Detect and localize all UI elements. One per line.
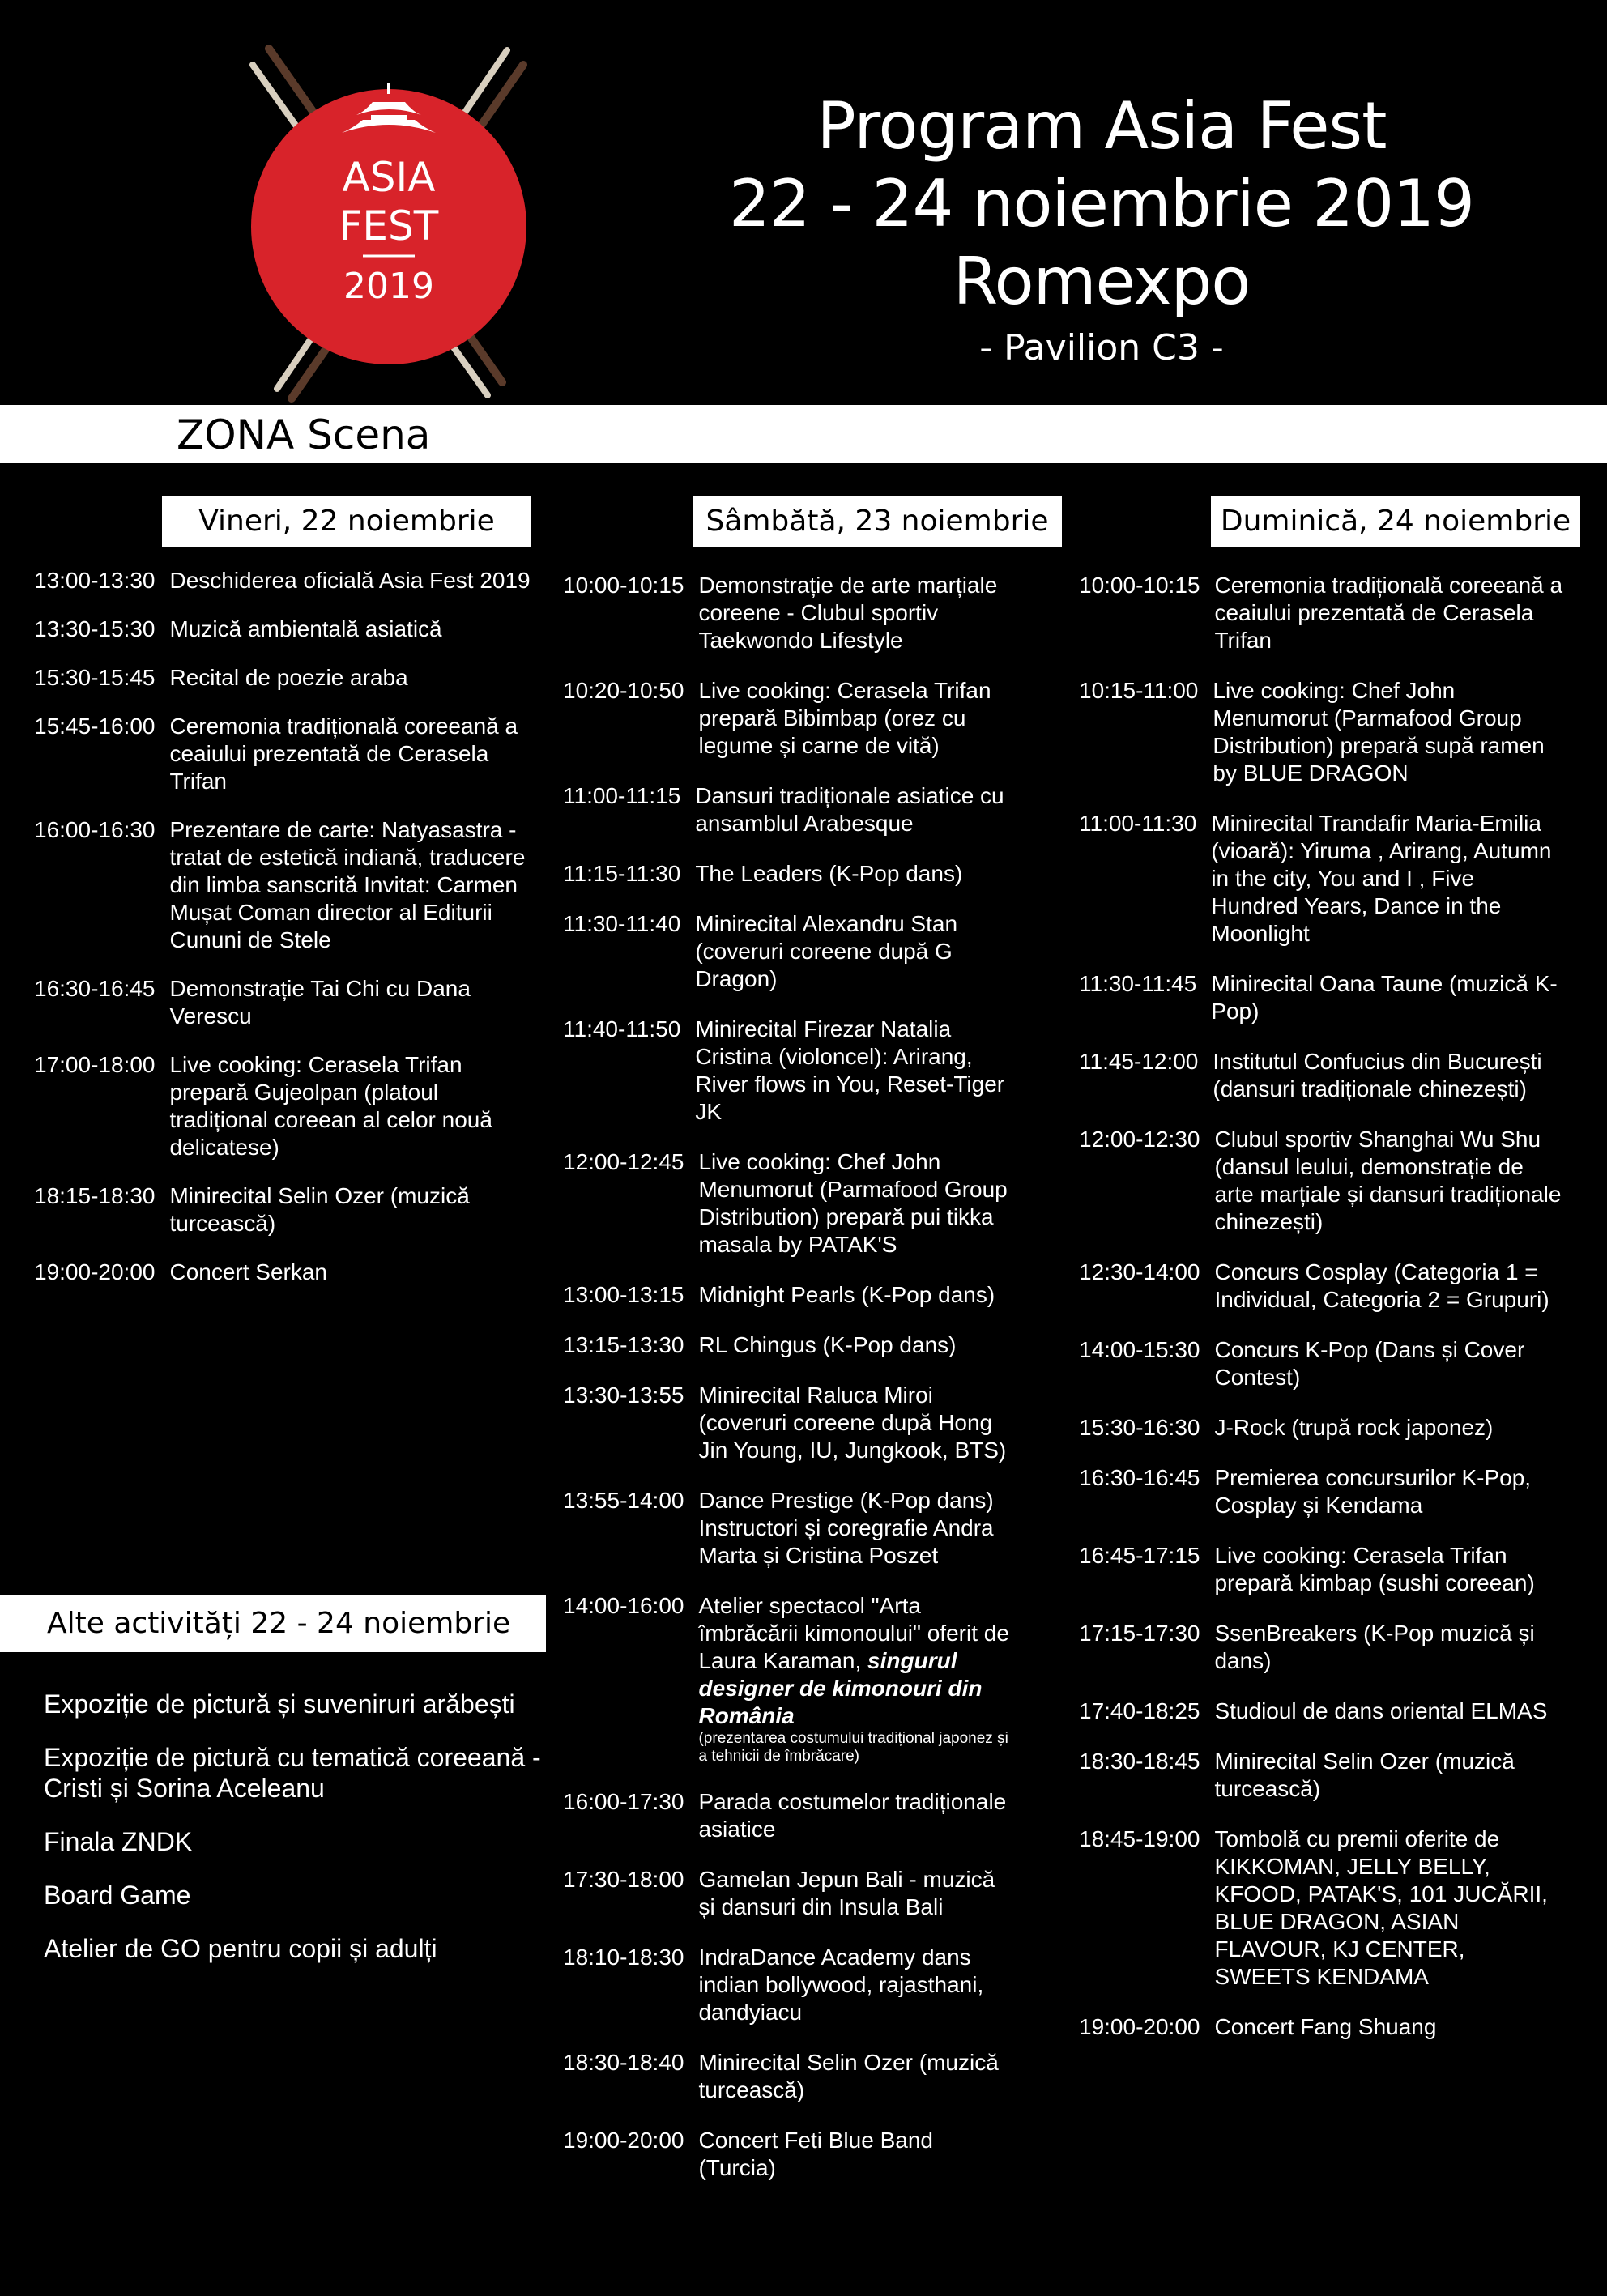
event-description xyxy=(1198,1048,1565,1103)
other-activity-item: Expoziție de pictură cu tematică coreeană - Cristi și Sorina Aceleanu xyxy=(44,1743,541,1803)
schedule-row xyxy=(1079,970,1565,1025)
event-time: 10:00-10:15 xyxy=(1079,573,1200,598)
schedule-row xyxy=(1079,1825,1565,1991)
event-description xyxy=(680,782,1017,837)
other-activities-header xyxy=(0,1595,546,1652)
event-text: IndraDance Academy dans indian bollywood, rajasthani, dandyiacu xyxy=(698,1945,984,2025)
event-text: Demonstrație Tai Chi cu Dana Verescu xyxy=(169,976,471,1029)
schedule-row xyxy=(34,816,536,954)
event-time: 12:30-14:00 xyxy=(1079,1259,1200,1284)
event-description xyxy=(680,860,1017,888)
event-description xyxy=(1200,1620,1565,1675)
event-time: 14:00-15:30 xyxy=(1079,1337,1200,1362)
schedule-row xyxy=(563,1331,1017,1359)
event-time: 11:40-11:50 xyxy=(563,1016,681,1042)
event-text: Minirecital Trandafir Maria-Emilia (vioară): Yiruma , Arirang, Autumn in the city, You and I , Five Hundred Years, Dance in the Moonlight xyxy=(1211,811,1552,946)
event-description xyxy=(155,664,536,692)
event-description xyxy=(684,1148,1017,1259)
schedule-row xyxy=(1079,1620,1565,1675)
event-text: Muzică ambientală asiatică xyxy=(169,616,442,641)
event-text: Premierea concursurilor K-Pop, Cosplay și Kendama xyxy=(1214,1465,1532,1518)
event-note: (prezentarea costumului tradițional japonez și a tehnicii de îmbrăcare) xyxy=(698,1730,1008,1765)
event-description xyxy=(684,572,1017,654)
event-text: Live cooking: Chef John Menumorut (Parmafood Group Distribution) prepară supă ramen by BLUE DRAGON xyxy=(1213,678,1545,786)
schedule-row xyxy=(1079,810,1565,948)
event-description xyxy=(1200,2013,1565,2041)
event-description xyxy=(155,1051,536,1161)
event-time: 11:00-11:30 xyxy=(1079,811,1197,836)
event-description xyxy=(1200,1464,1565,1519)
event-text: SsenBreakers (K-Pop muzică și dans) xyxy=(1214,1621,1535,1673)
event-text: J-Rock (trupă rock japonez) xyxy=(1214,1415,1494,1440)
event-text: Live cooking: Cerasela Trifan prepară Bibimbap (orez cu legume și carne de vită) xyxy=(698,678,991,758)
event-time: 12:00-12:45 xyxy=(563,1149,684,1174)
day-header-saturday: Sâmbătă, 23 noiembrie xyxy=(693,496,1062,547)
event-time: 11:30-11:40 xyxy=(563,911,681,936)
event-text: The Leaders (K-Pop dans) xyxy=(695,861,963,886)
event-text: Concurs Cosplay (Categoria 1 = Individual, Categoria 2 = Grupuri) xyxy=(1214,1259,1549,1312)
event-text: Dance Prestige (K-Pop dans) Instructori și coregrafie Andra Marta și Cristina Poszet xyxy=(698,1488,994,1568)
schedule-row xyxy=(563,1592,1017,1766)
event-time: 18:45-19:00 xyxy=(1079,1826,1200,1851)
event-text: Live cooking: Cerasela Trifan prepară kimbap (sushi coreean) xyxy=(1214,1543,1535,1595)
day-header-friday: Vineri, 22 noiembrie xyxy=(162,496,531,547)
event-text: Studioul de dans oriental ELMAS xyxy=(1214,1698,1548,1723)
event-time: 11:15-11:30 xyxy=(563,861,681,886)
event-description xyxy=(1196,970,1565,1025)
event-time: 13:30-13:55 xyxy=(563,1382,684,1408)
event-time: 18:10-18:30 xyxy=(563,1945,684,1970)
event-time: 18:30-18:45 xyxy=(1079,1749,1200,1774)
event-description xyxy=(684,2049,1017,2104)
event-text: Recital de poezie araba xyxy=(169,665,408,690)
event-time: 11:00-11:15 xyxy=(563,783,681,808)
schedule-row xyxy=(563,1944,1017,2026)
event-time: 11:30-11:45 xyxy=(1079,971,1197,996)
event-time: 10:00-10:15 xyxy=(563,573,684,598)
schedule-row xyxy=(563,860,1017,888)
event-time: 16:30-16:45 xyxy=(1079,1465,1200,1490)
event-description xyxy=(684,1944,1017,2026)
event-text: Minirecital Oana Taune (muzică K-Pop) xyxy=(1211,971,1558,1024)
event-description xyxy=(684,1866,1017,1921)
schedule-row xyxy=(563,1382,1017,1464)
event-text: Parada costumelor tradiționale asiatice xyxy=(698,1789,1007,1842)
logo-line2: FEST xyxy=(339,202,439,249)
event-time: 17:40-18:25 xyxy=(1079,1698,1200,1723)
event-text: Dansuri tradiționale asiatice cu ansamblul Arabesque xyxy=(695,783,1004,836)
event-time: 19:00-20:00 xyxy=(1079,2014,1200,2039)
event-time: 13:00-13:30 xyxy=(34,568,156,593)
event-time: 13:15-13:30 xyxy=(563,1332,684,1357)
event-time: 10:20-10:50 xyxy=(563,678,684,703)
event-text: RL Chingus (K-Pop dans) xyxy=(698,1332,957,1357)
event-text: Minirecital Alexandru Stan (coveruri coreene după G Dragon) xyxy=(695,911,958,991)
event-text: Gamelan Jepun Bali - muzică și dansuri din Insula Bali xyxy=(698,1867,995,1919)
event-text: Minirecital Firezar Natalia Cristina (violoncel): Arirang, River flows in You, Reset-Tiger JK xyxy=(695,1016,1005,1124)
schedule-row xyxy=(34,567,536,594)
schedule-row xyxy=(563,2049,1017,2104)
event-text: Minirecital Raluca Miroi (coveruri coreene după Hong Jin Young, IU, Jungkook, BTS) xyxy=(698,1382,1007,1463)
other-activity-item: Expoziție de pictură și suveniruri arăbești xyxy=(44,1689,515,1719)
schedule-row xyxy=(1079,1259,1565,1314)
other-activity-item: Finala ZNDK xyxy=(44,1827,193,1856)
event-text: Deschiderea oficială Asia Fest 2019 xyxy=(169,568,531,593)
schedule-row xyxy=(1079,1748,1565,1803)
day-header-sunday: Duminică, 24 noiembrie xyxy=(1211,496,1580,547)
event-text: Atelier spectacol "Arta îmbrăcării kimonoului" oferit de Laura Karaman, xyxy=(698,1593,1009,1673)
asia-fest-logo xyxy=(235,32,543,405)
event-description xyxy=(1200,1259,1565,1314)
event-time: 15:45-16:00 xyxy=(34,714,156,739)
schedule-row xyxy=(34,616,536,643)
event-description xyxy=(684,1331,1017,1359)
event-description xyxy=(1196,810,1565,948)
schedule-row xyxy=(34,1182,536,1237)
schedule-row xyxy=(34,975,536,1030)
event-time: 11:45-12:00 xyxy=(1079,1049,1199,1074)
schedule-row xyxy=(563,1866,1017,1921)
event-description xyxy=(1200,1336,1565,1391)
schedule-friday xyxy=(34,567,536,1307)
event-description xyxy=(1200,1414,1565,1442)
event-description xyxy=(155,816,536,954)
event-text: Institutul Confucius din București (dansuri tradiționale chinezești) xyxy=(1213,1049,1542,1101)
schedule-row xyxy=(563,1281,1017,1309)
event-description xyxy=(1200,1748,1565,1803)
schedule-row xyxy=(1079,677,1565,787)
event-description xyxy=(1200,572,1565,654)
event-text: Prezentare de carte: Natyasastra - tratat de estetică indiană, traducere din limba sanscrită Invitat: Carmen Mușat Coman director al Editurii Cununi de Stele xyxy=(169,817,526,952)
event-title xyxy=(697,87,1507,373)
event-description xyxy=(1200,1542,1565,1597)
event-description xyxy=(155,567,536,594)
event-description xyxy=(684,1382,1017,1464)
event-text: Ceremonia tradițională coreeană a ceaiului prezentată de Cerasela Trifan xyxy=(1214,573,1563,653)
schedule-row xyxy=(34,664,536,692)
title-line-1: Program Asia Fest xyxy=(816,88,1387,164)
schedule-row xyxy=(1079,2013,1565,2041)
schedule-row xyxy=(1079,1414,1565,1442)
event-description xyxy=(1198,677,1565,787)
event-text: Midnight Pearls (K-Pop dans) xyxy=(698,1282,995,1307)
other-activity-item: Board Game xyxy=(44,1881,191,1910)
schedule-row xyxy=(34,1259,536,1286)
schedule-row xyxy=(563,910,1017,993)
logo-line1: ASIA xyxy=(342,154,436,201)
event-time: 18:15-18:30 xyxy=(34,1183,156,1208)
event-time: 18:30-18:40 xyxy=(563,2050,684,2075)
zone-banner xyxy=(0,405,1607,463)
event-description xyxy=(1200,1698,1565,1725)
schedule-saturday xyxy=(563,572,1017,2204)
event-time: 17:30-18:00 xyxy=(563,1867,684,1892)
event-description xyxy=(684,1281,1017,1309)
event-description xyxy=(684,1487,1017,1570)
event-text: Minirecital Selin Ozer (muzică turcească) xyxy=(169,1183,470,1236)
event-description xyxy=(1200,1126,1565,1236)
event-time: 13:00-13:15 xyxy=(563,1282,684,1307)
event-text: Tombolă cu premii oferite de KIKKOMAN, JELLY BELLY, KFOOD, PATAK'S, 101 JUCĂRII, BLUE DRAGON, ASIAN FLAVOUR, KJ CENTER, SWEETS KENDAMA xyxy=(1214,1826,1548,1989)
event-time: 17:00-18:00 xyxy=(34,1052,156,1077)
event-text: Ceremonia tradițională coreeană a ceaiului prezentată de Cerasela Trifan xyxy=(169,714,518,794)
event-description xyxy=(155,616,536,643)
event-description xyxy=(684,1592,1017,1766)
title-line-2: 22 - 24 noiembrie 2019 xyxy=(729,166,1474,241)
event-description xyxy=(684,677,1017,760)
schedule-sunday xyxy=(1079,572,1565,2064)
event-text: Demonstrație de arte marțiale coreene - Clubul sportiv Taekwondo Lifestyle xyxy=(698,573,998,653)
event-text: Minirecital Selin Ozer (muzică turcească) xyxy=(698,2050,999,2102)
event-time: 14:00-16:00 xyxy=(563,1593,684,1618)
schedule-row xyxy=(563,782,1017,837)
other-activity-item: Atelier de GO pentru copii și adulți xyxy=(44,1934,437,1963)
logo-year: 2019 xyxy=(343,266,434,307)
schedule-row xyxy=(1079,1048,1565,1103)
event-text: Minirecital Selin Ozer (muzică turcească) xyxy=(1214,1749,1515,1801)
event-text: Concert Serkan xyxy=(169,1259,328,1284)
event-time: 16:00-16:30 xyxy=(34,817,156,842)
event-text: Live cooking: Chef John Menumorut (Parmafood Group Distribution) prepară pui tikka masala by PATAK'S xyxy=(698,1149,1008,1257)
event-time: 17:15-17:30 xyxy=(1079,1621,1200,1646)
event-text: Concert Feti Blue Band (Turcia) xyxy=(698,2128,933,2180)
event-time: 16:30-16:45 xyxy=(34,976,156,1001)
event-time: 15:30-15:45 xyxy=(34,665,156,690)
event-emphasis: singurul designer de kimonouri din România xyxy=(698,1648,983,1728)
event-time: 16:00-17:30 xyxy=(563,1789,684,1814)
event-description xyxy=(155,1182,536,1237)
schedule-row xyxy=(563,677,1017,760)
schedule-row xyxy=(1079,1698,1565,1725)
event-description xyxy=(155,975,536,1030)
event-time: 13:55-14:00 xyxy=(563,1488,684,1513)
event-time: 19:00-20:00 xyxy=(34,1259,156,1284)
event-time: 12:00-12:30 xyxy=(1079,1127,1200,1152)
schedule-row xyxy=(563,1016,1017,1126)
event-description xyxy=(684,2127,1017,2182)
event-time: 10:15-11:00 xyxy=(1079,678,1199,703)
schedule-row xyxy=(1079,1542,1565,1597)
event-description xyxy=(680,1016,1017,1126)
event-text: Clubul sportiv Shanghai Wu Shu (dansul leului, demonstrație de arte marțiale și dansuri tradiționale chinezești) xyxy=(1214,1127,1562,1234)
zone-label: ZONA Scena xyxy=(177,411,431,458)
other-activities-list xyxy=(44,1689,562,1987)
schedule-row xyxy=(1079,572,1565,654)
schedule-row xyxy=(1079,1336,1565,1391)
schedule-row xyxy=(1079,1464,1565,1519)
event-time: 13:30-15:30 xyxy=(34,616,156,641)
event-description xyxy=(1200,1825,1565,1991)
pavilion-subtitle: - Pavilion C3 - xyxy=(979,327,1224,368)
event-time: 19:00-20:00 xyxy=(563,2128,684,2153)
event-time: 15:30-16:30 xyxy=(1079,1415,1200,1440)
schedule-row xyxy=(563,1148,1017,1259)
event-description xyxy=(684,1788,1017,1843)
event-text: Concurs K-Pop (Dans și Cover Contest) xyxy=(1214,1337,1525,1390)
title-line-3: Romexpo xyxy=(953,244,1251,319)
schedule-row xyxy=(563,1788,1017,1843)
schedule-row xyxy=(34,713,536,795)
event-time: 16:45-17:15 xyxy=(1079,1543,1200,1568)
event-description xyxy=(680,910,1017,993)
schedule-row xyxy=(563,572,1017,654)
schedule-row xyxy=(563,2127,1017,2182)
event-text: Concert Fang Shuang xyxy=(1214,2014,1437,2039)
other-activities-title: Alte activități 22 - 24 noiembrie xyxy=(47,1607,511,1640)
event-description xyxy=(155,1259,536,1286)
event-description xyxy=(155,713,536,795)
schedule-row xyxy=(1079,1126,1565,1236)
event-text: Live cooking: Cerasela Trifan prepară Gujeolpan (platoul tradițional coreean al celor nouă delicatese) xyxy=(169,1052,492,1160)
schedule-row xyxy=(563,1487,1017,1570)
schedule-row xyxy=(34,1051,536,1161)
